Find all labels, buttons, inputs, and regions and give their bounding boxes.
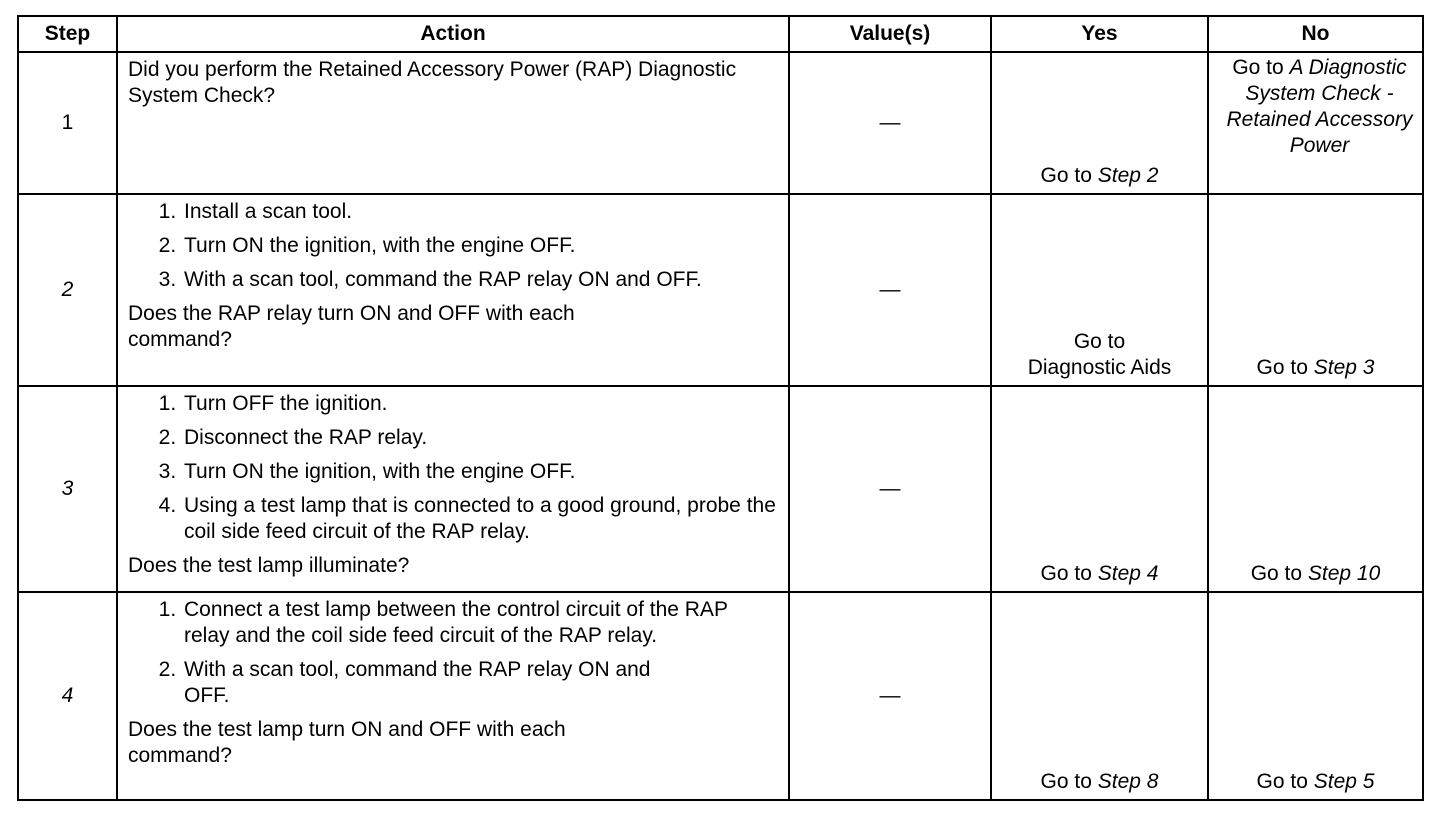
yes-cell	[991, 592, 1208, 800]
yes-cell	[991, 194, 1208, 386]
value-dash: —	[879, 278, 901, 301]
action-question: Did you perform the Retained Accessory Power (RAP) Diagnostic System Check?	[128, 58, 737, 107]
header-step: Step	[18, 16, 117, 52]
header-row	[18, 16, 1423, 52]
yes-prefix: Go to	[1040, 770, 1098, 793]
value-dash: —	[879, 684, 901, 707]
yes-link[interactable]: Step 4	[1097, 562, 1159, 585]
yes-prefix: Go to	[1073, 330, 1126, 353]
action-steps-list	[128, 391, 780, 545]
action-step: 3. With a scan tool, command the RAP relay ON and OFF.	[182, 267, 710, 293]
table-row	[18, 386, 1423, 592]
action-question: Does the test lamp illuminate?	[128, 554, 410, 577]
value-dash: —	[879, 477, 901, 500]
no-cell	[1208, 386, 1423, 592]
header-action: Action	[117, 16, 789, 52]
action-steps-list	[128, 199, 780, 293]
step-number: 3	[18, 386, 117, 592]
no-link[interactable]: Step 10	[1307, 562, 1381, 585]
no-link[interactable]: A Diagnostic System Check - Retained Accessory Power	[1226, 56, 1413, 157]
no-prefix: Go to	[1256, 356, 1314, 379]
action-question: Does the test lamp turn ON and OFF with each command?	[128, 718, 566, 767]
value-dash: —	[879, 111, 901, 134]
yes-link[interactable]: Step 2	[1097, 164, 1159, 187]
action-cell	[117, 52, 789, 194]
no-prefix: Go to	[1256, 770, 1314, 793]
no-link[interactable]: Step 5	[1313, 770, 1375, 793]
yes-prefix: Go to	[1040, 562, 1098, 585]
yes-link[interactable]: Step 8	[1097, 770, 1159, 793]
value-cell	[789, 592, 991, 800]
action-cell	[117, 592, 789, 800]
action-step: 1. Connect a test lamp between the control circuit of the RAP relay and the coil side feed circuit of the RAP relay.	[182, 597, 780, 649]
action-steps-list	[128, 597, 780, 709]
action-step: 1. Turn OFF the ignition.	[182, 391, 780, 417]
yes-prefix: Go to	[1040, 164, 1098, 187]
action-step: 2. Turn ON the ignition, with the engine OFF.	[182, 233, 710, 259]
diagnostic-table	[17, 15, 1424, 801]
yes-link[interactable]: Diagnostic Aids	[1027, 356, 1172, 379]
table-row	[18, 592, 1423, 800]
step-number: 4	[18, 592, 117, 800]
header-yes: Yes	[991, 16, 1208, 52]
action-cell	[117, 194, 789, 386]
table-row	[18, 194, 1423, 386]
no-prefix: Go to	[1250, 562, 1308, 585]
no-prefix: Go to	[1232, 56, 1290, 79]
no-link[interactable]: Step 3	[1313, 356, 1375, 379]
action-step: 2. With a scan tool, command the RAP relay ON and OFF.	[182, 657, 780, 709]
action-question: Does the RAP relay turn ON and OFF with each command?	[128, 302, 575, 351]
yes-cell	[991, 52, 1208, 194]
action-cell	[117, 386, 789, 592]
header-values: Value(s)	[789, 16, 991, 52]
step-number: 2	[18, 194, 117, 386]
action-step: 1. Install a scan tool.	[182, 199, 710, 225]
no-cell	[1208, 194, 1423, 386]
no-cell	[1208, 592, 1423, 800]
no-cell	[1208, 52, 1423, 194]
step-number: 1	[18, 52, 117, 194]
value-cell	[789, 52, 991, 194]
action-step: 3. Turn ON the ignition, with the engine OFF.	[182, 459, 780, 485]
table-row	[18, 52, 1423, 194]
action-step: 2. Disconnect the RAP relay.	[182, 425, 780, 451]
header-no: No	[1208, 16, 1423, 52]
value-cell	[789, 194, 991, 386]
action-step: 4. Using a test lamp that is connected to a good ground, probe the coil side feed circuit of the RAP relay.	[182, 493, 780, 545]
yes-cell	[991, 386, 1208, 592]
value-cell	[789, 386, 991, 592]
